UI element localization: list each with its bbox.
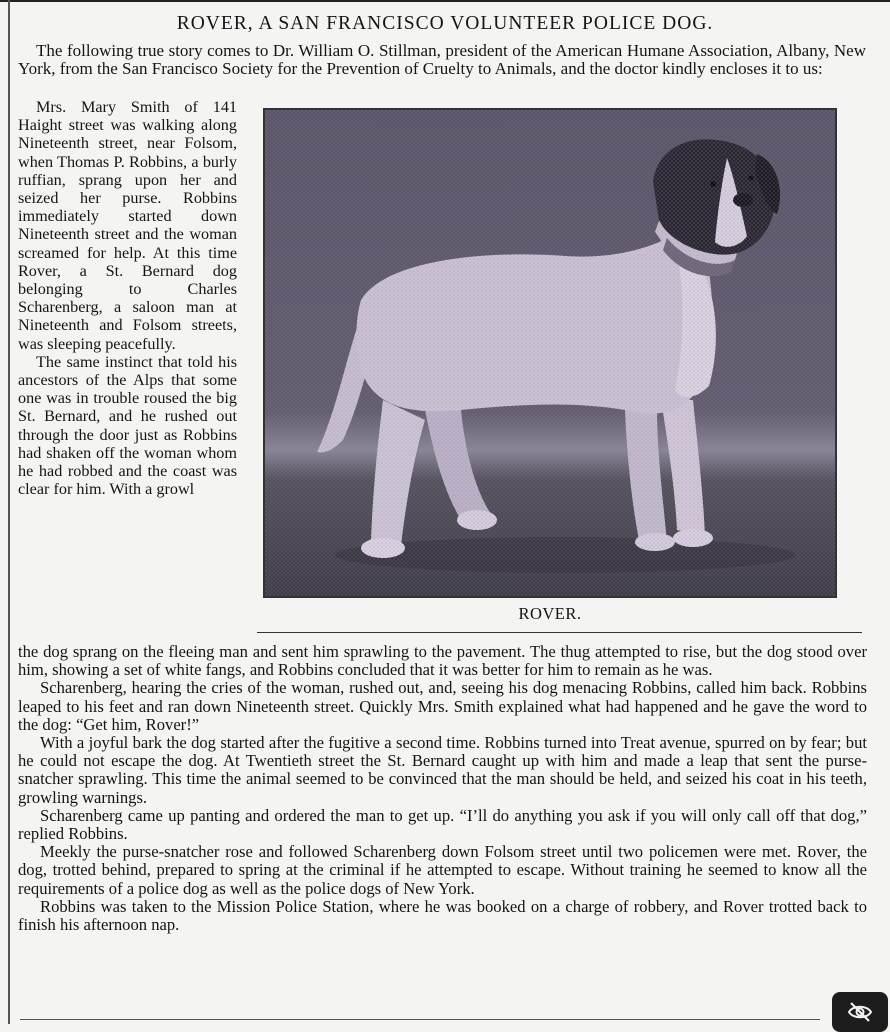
st-bernard-dog-photo [265,110,835,596]
side-paragraph-1: Mrs. Mary Smith of 141 Haight street was walking along Nineteenth street, near Folsom, when Thomas P. Robbins, a burly ruffian, sprang upon her and seized her purse. Robbins immediately started down Nineteenth street and the woman screamed for help. At this time Rover, a St. Bernard dog belonging to Charles Scharenberg, a saloon man at Nineteenth and Folsom streets, was sleeping peacefully. [18,98,237,353]
top-rule [0,0,890,2]
side-column [18,98,237,498]
visibility-toggle-button[interactable] [832,992,888,1032]
body-paragraph-5: Meekly the purse-snatcher rose and followed Scharenberg down Folsom street until two policemen were met. Rover, the dog, trotted behind, prepared to spring at the criminal if he attempted to escape. Without training he seemed to know all the requirements of a police dog as well as the police dogs of New York. [18,842,867,898]
eye-slash-icon [847,1000,873,1024]
dog-photo-figure [263,108,837,598]
body-paragraph-3: With a joyful bark the dog started after the fugitive a second time. Robbins turned into Treat avenue, spurred on by fear; but he could not escape the dog. At Twentieth street the St. Bernard caught up with him and made a leap that sent the purse-snatcher sprawling. This time the animal seemed to be convinced that the man should be held, and seized his coat in his teeth, growling warnings. [18,733,867,807]
body-paragraph-1: the dog sprang on the fleeing man and sent him sprawling to the pavement. The thug attempted to rise, but the dog stood over him, showing a set of white fangs, and Robbins concluded that it was better for him to remain as he was. [18,642,867,680]
side-paragraph-2: The same instinct that told his ancestors of the Alps that some one was in trouble roused the big St. Bernard, and he rushed out through the door just as Robbins had shaken off the woman whom he had robbed and the coast was clear for him. With a growl [18,352,237,499]
body-paragraph-4: Scharenberg came up panting and ordered the man to get up. “I’ll do anything you ask if you will only call off that dog,” replied Robbins. [18,805,867,844]
article-intro [18,42,866,78]
intro-paragraph: The following true story comes to Dr. William O. Stillman, president of the American Humane Association, Albany, New York, from the San Francisco Society for the Prevention of Cruelty to Animals, and the doctor kindly encloses it to us: [18,41,866,79]
figure-caption: ROVER. [518,604,582,623]
caption-rule [257,632,862,633]
article-body [18,643,867,934]
bottom-rule [20,1019,820,1020]
left-margin-rule [8,0,10,1024]
body-paragraph-6: Robbins was taken to the Mission Police Station, where he was booked on a charge of robbery, and Rover trotted back to finish his afternoon nap. [18,896,867,935]
body-paragraph-2: Scharenberg, hearing the cries of the woman, rushed out, and, seeing his dog menacing Robbins, called him back. Robbins leaped to his feet and ran down Nineteenth street. Quickly Mrs. Smith explained what had happened and he gave the word to the dog: “Get him, Rover!” [18,678,867,734]
article-title: ROVER, A SAN FRANCISCO VOLUNTEER POLICE DOG. [176,13,714,34]
